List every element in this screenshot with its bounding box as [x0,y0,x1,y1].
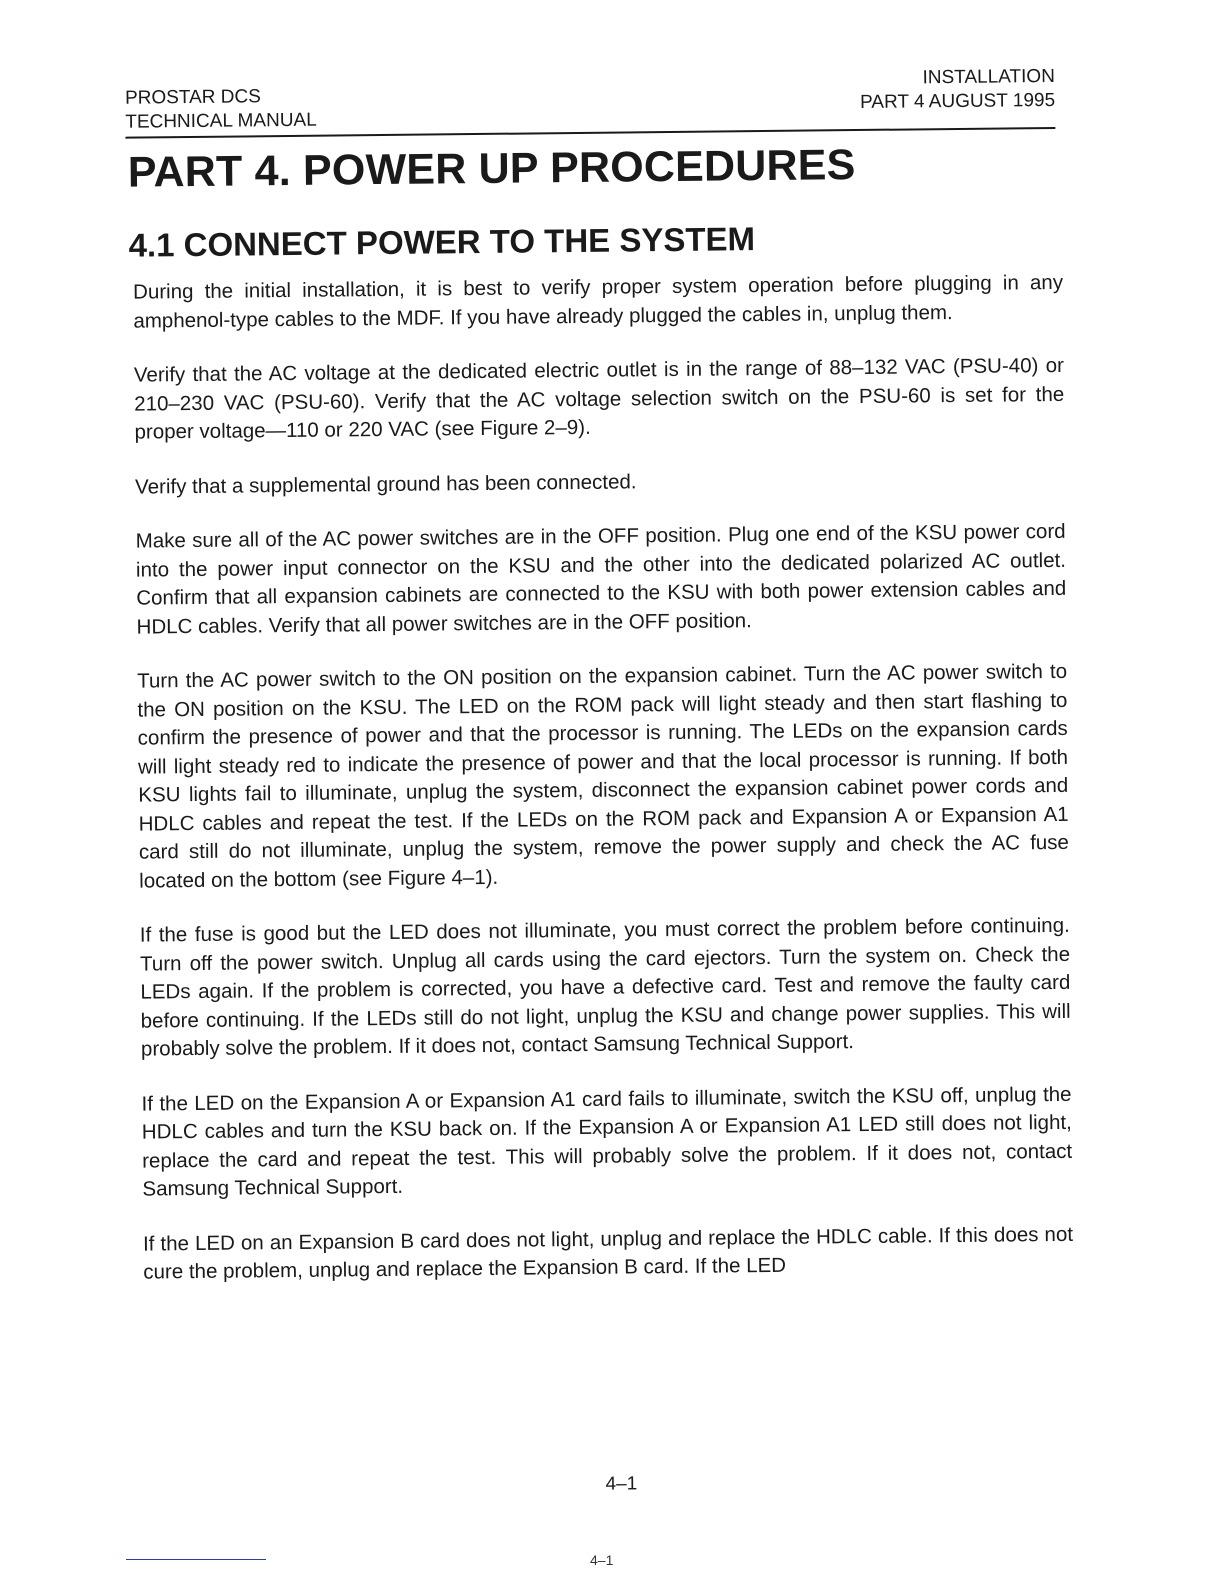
running-header [125,65,1056,139]
paragraph: During the initial installation, it is best to verify proper system operation before plugging in any amphenol-type cables to the MDF. If you have already plugged the cables in, unplug them. [132,270,1064,333]
footer-page-mark: 4–1 [590,1552,614,1568]
paragraph: If the LED on the Expansion A or Expansion A1 card fails to illuminate, switch the KSU off, unplug the HDLC cables and turn the KSU back on. If the Expansion A or Expansion A1 LED still does not light, replace the card and repeat the test. This will probably solve the problem. If it does not, contact Samsung Technical Support. [141,1082,1073,1201]
paragraph: Turn the AC power switch to the ON position on the expansion cabinet. Turn the AC power switch to the ON position on the KSU. The LED on the ROM pack will light steady and then start flashing to confirm the presence of power and that the processor is running. The LEDs on the expansion cards will light steady red to indicate the presence of power and that the local processor is running. If both KSU lights fail to illuminate, unplug the system, disconnect the expansion cabinet power cords and HDLC cables and repeat the test. If the LEDs on the ROM pack and Expansion A or Expansion A1 card still do not illuminate, unplug the system, remove the power supply and check the AC fuse located on the bottom (see Figure 4–1). [137,659,1069,893]
paragraph: Verify that the AC voltage at the dedicated electric outlet is in the range of 88–132 VAC (PSU-40) or 210–230 VAC (PSU-60). Verify that the AC voltage selection switch on the PSU-60 is set for the proper voltage—110 or 220 VAC (see Figure 2–9). [133,353,1065,444]
footer-rule [126,1559,266,1560]
header-left [125,85,317,135]
section-title: 4.1 CONNECT POWER TO THE SYSTEM [128,220,756,264]
paragraph: If the LED on an Expansion B card does not light, unplug and replace the HDLC cable. If this does not cure the problem, unplug and replace the Expansion B card. If the LED [142,1222,1074,1284]
body-text [133,269,1074,1287]
paragraph: If the fuse is good but the LED does not illuminate, you must correct the problem before continuing. Turn off the power switch. Unplug all cards using the card ejectors. Turn the system on. Check the LEDs again. If the problem is corrected, you have a defective card. Test and remove the faulty card before continuing. If the LEDs still do not light, unplug the KSU and change power supplies. This will probably solve the problem. If it does not, contact Samsung Technical Support. [139,913,1071,1061]
page-number: 4–1 [605,1473,638,1495]
paragraph: Verify that a supplemental ground has been connected. [134,469,637,499]
header-chapter-name: INSTALLATION [922,65,1055,89]
header-right [860,65,1056,115]
header-manual-name: TECHNICAL MANUAL [125,109,317,133]
header-product-name: PROSTAR DCS [124,86,261,109]
paragraph: Make sure all of the AC power switches are in the OFF position. Plug one end of the KSU power cord into the power input connector on the KSU and the other into the dedicated polarized AC outlet. Confirm that all expansion cabinets are connected to the KSU with both power extension cables and HDLC cables. Verify that all power switches are in the OFF position. [135,519,1067,639]
part-title: PART 4. POWER UP PROCEDURES [127,141,856,197]
header-part-date: PART 4 AUGUST 1995 [859,89,1056,113]
